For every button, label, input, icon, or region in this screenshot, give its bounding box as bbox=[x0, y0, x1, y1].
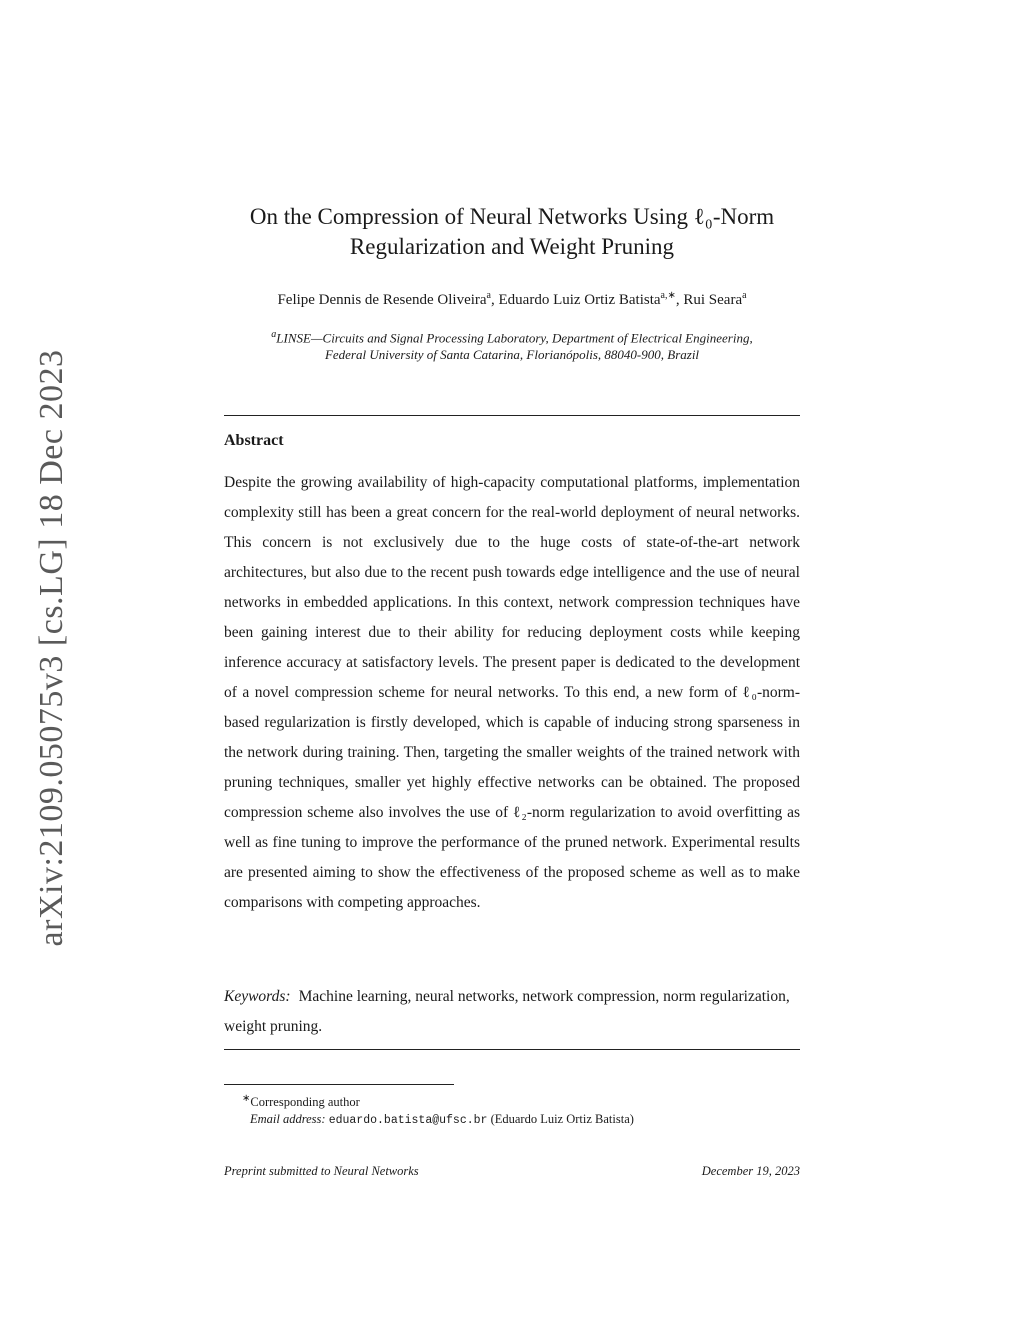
abstract-text: Despite the growing availability of high-capacity computational platforms, implementation complexity still has been a great concern for the real-world deployment of neural networks. This concern is not exclusively due to the huge costs of state-of-the-art network architectures, but also due to the recent push towards edge intelligence and the use of neural networks in embedded applications. In this context, network compression techniques have been gaining interest due to their ability for reducing deployment costs while keeping inference accuracy at satisfactory levels. The present paper is dedicated to the development of a novel compression scheme for neural networks. To this end, a new form of ℓ₀-norm-based regularization is firstly developed, which is capable of inducing strong sparseness in the network during training. Then, targeting the smaller weights of the trained network with pruning techniques, smaller yet highly effective networks can be obtained. The proposed compression scheme also involves the use of ℓ₂-norm regularization to avoid overfitting as well as fine tuning to improve the performance of the pruned network. Experimental results are presented aiming to show the effectiveness of the proposed scheme as well as to make comparisons with competing approaches. bbox=[224, 474, 800, 911]
author-mark: a bbox=[742, 290, 747, 301]
email-address[interactable]: eduardo.batista@ufsc.br bbox=[328, 1114, 488, 1128]
footer-date: December 19, 2023 bbox=[701, 1164, 800, 1178]
footnote-rule bbox=[224, 1084, 454, 1085]
keywords-label: Keywords: bbox=[224, 988, 291, 1005]
email-label: Email address: bbox=[250, 1112, 326, 1127]
author-mark: a,∗ bbox=[660, 290, 676, 301]
author-mark: a bbox=[486, 290, 491, 301]
affiliation-mark: a bbox=[271, 329, 277, 340]
arxiv-identifier: arXiv:2109.05075v3 [cs.LG] 18 Dec 2023 bbox=[33, 349, 70, 947]
footnote bbox=[224, 1090, 800, 1129]
paper-title bbox=[224, 202, 800, 262]
author-name: Rui Seara bbox=[683, 292, 743, 308]
abstract-top-rule bbox=[224, 415, 800, 416]
keywords-text: Machine learning, neural networks, network compression, norm regularization, weight pruning. bbox=[224, 988, 790, 1035]
author-name: Felipe Dennis de Resende Oliveira bbox=[277, 292, 487, 308]
footer-journal: Preprint submitted to Neural Networks bbox=[224, 1164, 419, 1178]
author-name: Eduardo Luiz Ortiz Batista bbox=[498, 292, 661, 308]
abstract-bottom-rule bbox=[224, 1049, 800, 1050]
page-footer bbox=[224, 1164, 800, 1179]
affiliation-line-2: Federal University of Santa Catarina, Florianópolis, 88040-900, Brazil bbox=[324, 347, 700, 363]
email-owner: (Eduardo Luiz Ortiz Batista) bbox=[490, 1112, 634, 1127]
keywords bbox=[224, 982, 800, 1042]
affiliation-line-1: LINSE—Circuits and Signal Processing Laboratory, Department of Electrical Engineering, bbox=[276, 330, 753, 346]
abstract-heading: Abstract bbox=[224, 432, 284, 449]
affiliation bbox=[224, 326, 800, 363]
title-line-2: Regularization and Weight Pruning bbox=[349, 234, 675, 259]
footnote-mark: ∗ bbox=[242, 1093, 251, 1104]
title-line-1: On the Compression of Neural Networks Using ℓ₀-Norm bbox=[249, 204, 775, 229]
corresponding-author-note: Corresponding author bbox=[250, 1095, 360, 1110]
author-list: Felipe Dennis de Resende Oliveira$^a$, Eduardo Luiz Ortiz Batista$^{a,∗}$, Rui Seara$^a$ bbox=[277, 290, 747, 308]
